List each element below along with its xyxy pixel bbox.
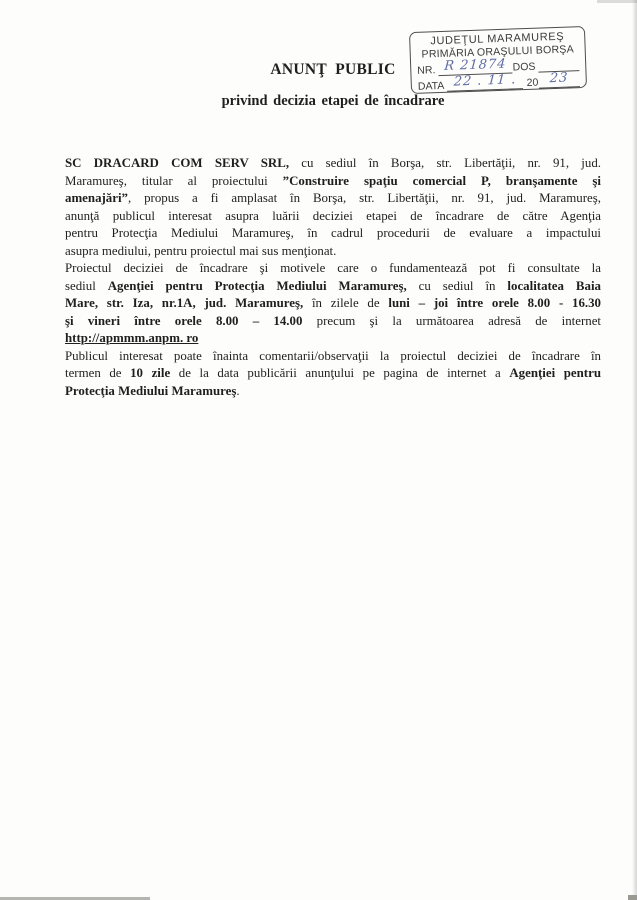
text-line	[65, 365, 601, 383]
text-segment: Protecţia Mediului Maramureş	[65, 383, 237, 398]
text-segment: Agenţiei pentru	[509, 366, 601, 380]
text-line	[65, 295, 601, 313]
text-line	[65, 225, 601, 243]
text-segment: 10 zile	[130, 366, 171, 380]
text-segment: şi vineri între orele 8.00 – 14.00	[65, 313, 303, 328]
stamp-date-label: DATA	[417, 79, 445, 93]
text-segment: Agenţiei pentru Protecţia Mediului Maramureş,	[107, 278, 407, 293]
text-segment: în zilele de	[303, 296, 389, 310]
text-line	[65, 190, 601, 208]
document-body	[65, 155, 601, 400]
text-segment: de la data publicării anunţului pe pagina de internet a	[170, 366, 510, 380]
registration-stamp	[409, 26, 587, 94]
text-segment: luni – joi între orele 8.00 - 16.30	[388, 296, 601, 310]
stamp-date-handwritten-value: 22 . 11 .	[452, 72, 517, 90]
text-line	[65, 260, 601, 278]
stamp-year-prefix: 20	[526, 76, 539, 90]
stamp-year-handwritten-value: 23	[549, 70, 569, 87]
text-segment: sediul	[65, 278, 108, 293]
text-segment: asupra mediului, pentru proiectul mai sus menţionat.	[65, 243, 337, 258]
text-segment: , propus a fi amplasat în Borşa, str. Libertăţii, nr. 91, jud. Maramureş,	[128, 191, 601, 205]
text-segment: SC DRACARD COM SERV SRL,	[65, 156, 290, 170]
text-line	[65, 348, 601, 366]
text-segment: localitatea Baia	[507, 278, 601, 293]
page-subtitle: privind decizia etapei de încadrare	[221, 93, 445, 109]
text-line	[65, 155, 601, 173]
text-line	[65, 278, 601, 296]
text-line	[65, 173, 601, 191]
stamp-county: JUDEŢUL MARAMUREŞ	[430, 30, 565, 48]
stamp-dos-label: DOS	[512, 60, 536, 74]
text-segment: pentru Protecţia Mediului Maramureş, în cadrul procedurii de evaluare a impactului	[65, 226, 601, 240]
text-segment: Mare, str. Iza, nr.1A, jud. Maramureş,	[65, 296, 304, 310]
text-segment: .	[236, 383, 240, 398]
text-line	[65, 243, 601, 261]
text-segment: amenajări”	[65, 191, 129, 205]
text-segment: Publicul interesat poate înainta comentarii/observaţii la proiectul deciziei de încadrare în	[65, 348, 601, 363]
stamp-institution: PRIMĂRIA ORAŞULUI BORŞA	[421, 43, 575, 61]
text-segment: anunţă publicul interesat asupra luării deciziei etapei de încadrare de către Agenţia	[65, 208, 601, 223]
text-segment: termen de	[65, 366, 131, 380]
text-segment: cu sediul în Borşa, str. Libertăţii, nr. 91, jud.	[289, 156, 601, 170]
scan-edge-top-right	[597, 0, 637, 3]
page-title: ANUNŢ PUBLIC	[270, 61, 396, 78]
text-line	[65, 208, 601, 226]
text-segment: Maramureş, titular al proiectului	[65, 173, 283, 188]
text-segment: Proiectul deciziei de încadrare şi motivele care o fundamentează pot fi consultate la	[65, 261, 601, 275]
text-line	[65, 313, 601, 331]
stamp-nr-label: NR.	[417, 64, 436, 77]
scan-edge-right	[632, 0, 637, 900]
text-line	[65, 383, 601, 401]
text-segment: http://apmmm.anpm. ro	[65, 331, 199, 345]
scan-corner-bottom-right	[628, 895, 637, 900]
text-segment: ”Construire spaţiu comercial P, branşamente şi	[282, 173, 601, 188]
stamp-nr-handwritten-value: R 21874	[443, 56, 508, 74]
text-line	[65, 330, 601, 348]
text-segment: cu sediul în	[406, 278, 508, 293]
text-segment: precum şi la următoarea adresă de internet	[302, 313, 602, 328]
